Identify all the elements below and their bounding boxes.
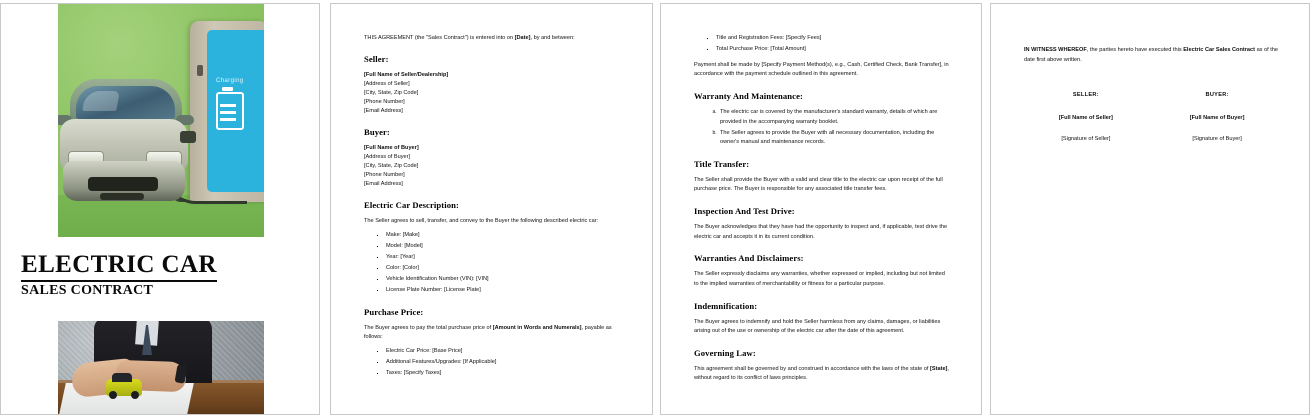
list-item: ▪ Model: [Model] — [386, 242, 622, 252]
seller-details-block — [364, 71, 622, 116]
governing-text-b: , without regard to its conflict of laws principles. — [694, 365, 949, 382]
seller-phone: [Phone Number] — [364, 98, 405, 105]
buyer-email: [Email Address] — [364, 181, 403, 188]
battery-level-bar — [220, 118, 236, 121]
signature-grid — [1024, 92, 1279, 142]
seller-printed-name: [Full Name of Seller] — [1058, 114, 1113, 121]
list-item: ▪ License Plate Number: [License Plate] — [386, 286, 622, 296]
list-item: ▪ Color: [Color] — [386, 264, 622, 274]
list-item: a. The electric car is covered by the manufacturer's standard warranty, details of which are provided in the accompanying warranty booklet. — [718, 108, 951, 127]
list-item: ▪ Total Purchase Price: [Total Amount] — [716, 45, 951, 55]
contract-signing-image — [58, 321, 264, 415]
inspection-test-drive-heading: Inspection And Test Drive: — [694, 206, 795, 217]
buyer-details-block — [364, 144, 622, 189]
list-item: ▪ Electric Car Price: [Base Price] — [386, 347, 622, 357]
seller-city-state-zip: [City, State, Zip Code] — [364, 89, 419, 96]
page-title: ELECTRIC CAR — [21, 252, 217, 282]
document-page-3[interactable] — [660, 3, 982, 415]
list-item: ▪ Vehicle Identification Number (VIN): [VIN] — [386, 275, 622, 285]
electric-car-illustration — [60, 79, 188, 205]
document-page-1-cover[interactable] — [0, 3, 320, 415]
document-page-4-signatures[interactable] — [990, 3, 1310, 415]
title-transfer-paragraph: The Seller shall provide the Buyer with a valid and clear title to the electric car upon receipt of the full purchase price. The Buyer is responsible for any associated title transfer fees. — [694, 176, 943, 193]
agreement-intro-text: THIS AGREEMENT (the "Sales Contract") is entered into on — [364, 35, 515, 41]
seller-address: [Address of Seller] — [364, 80, 410, 87]
battery-level-bar — [220, 104, 236, 107]
purchase-price-list — [364, 347, 622, 379]
seller-email: [Email Address] — [364, 107, 403, 114]
seller-heading: Seller: — [364, 53, 389, 64]
charger-button — [197, 65, 203, 76]
governing-state-placeholder: [State] — [930, 365, 948, 372]
fee-items-list — [694, 34, 951, 55]
car-grille — [88, 177, 158, 191]
buyer-phone: [Phone Number] — [364, 171, 405, 178]
witness-paragraph — [1024, 46, 1279, 66]
witness-text-b: as of the date first above written. — [1024, 47, 1279, 63]
buyer-role-label: BUYER: — [1205, 91, 1229, 98]
seller-role-label: SELLER: — [1072, 91, 1099, 98]
list-item: ▪ Year: [Year] — [386, 253, 622, 263]
car-lower-grille — [100, 193, 144, 200]
list-item: ▪ Taxes: [Specify Taxes] — [386, 369, 622, 379]
price-intro-b: , payable as follows: — [364, 324, 612, 341]
governing-law-paragraph — [694, 365, 951, 384]
seller-name: [Full Name of Seller/Dealership] — [364, 71, 449, 78]
battery-cap-icon — [222, 87, 233, 91]
agreement-intro-paragraph — [364, 34, 622, 44]
battery-level-bar — [220, 111, 236, 114]
list-item: ▪ Make: [Make] — [386, 231, 622, 241]
agreement-date-placeholder: [Date] — [514, 35, 531, 41]
governing-text-a: This agreement shall be governed by and construed in accordance with the laws of the state of — [694, 365, 931, 372]
list-item: ▪ Additional Features/Upgrades: [If Applicable] — [386, 358, 622, 368]
car-description-list — [364, 231, 622, 296]
purchase-price-intro — [364, 324, 622, 343]
warranties-disclaimers-heading: Warranties And Disclaimers: — [694, 253, 804, 264]
payment-method-paragraph: Payment shall be made by [Specify Payment Method(s), e.g., Cash, Certified Check, Bank Transfer], in accordance with the payment schedule outlined in this agreement. — [694, 61, 949, 78]
price-amount-placeholder: [Amount in Words and Numerals] — [492, 324, 582, 331]
inspection-paragraph: The Buyer acknowledges that they have had the opportunity to inspect and, if applicable, test drive the electric car and accepts it in its current condition. — [694, 224, 948, 240]
buyer-heading: Buyer: — [364, 126, 390, 137]
buyer-signature-line[interactable]: [Signature of Buyer] — [1192, 135, 1242, 142]
electric-car-charging-image — [58, 3, 264, 237]
agreement-intro-tail: , by and between: — [530, 35, 575, 41]
page-subtitle: SALES CONTRACT — [21, 283, 154, 298]
warranty-maintenance-heading: Warranty And Maintenance: — [694, 90, 803, 101]
yellow-toy-car — [106, 379, 142, 396]
toy-car-wheel-left — [109, 391, 117, 399]
car-charging-port — [180, 131, 196, 143]
document-page-2[interactable] — [330, 3, 653, 415]
title-transfer-heading: Title Transfer: — [694, 158, 750, 169]
cover-inner — [1, 4, 319, 414]
car-windshield — [76, 86, 175, 119]
description-intro: The Seller agrees to sell, transfer, and convey to the Buyer the following described electric car: — [364, 218, 599, 225]
indemnification-paragraph: The Buyer agrees to indemnify and hold the Seller harmless from any claims, damages, or liabilities arising out of the use or ownership of the electric car after the date of this agreement. — [694, 318, 941, 335]
price-intro-a: The Buyer agrees to pay the total purchase price of — [364, 324, 493, 331]
warranty-list — [694, 108, 951, 148]
buyer-printed-name: [Full Name of Buyer] — [1189, 114, 1245, 121]
list-item: ▪ Title and Registration Fees: [Specify Fees] — [716, 34, 951, 44]
witness-text-a: , the parties hereto have executed this — [1086, 47, 1184, 53]
seller-signature-line[interactable]: [Signature of Seller] — [1061, 135, 1111, 142]
charger-screen-label: Charging — [216, 78, 244, 84]
governing-law-heading: Governing Law: — [694, 347, 756, 358]
witness-lead-bold: IN WITNESS WHEREOF — [1024, 47, 1087, 53]
electric-car-description-heading: Electric Car Description: — [364, 200, 459, 211]
warranties-paragraph: The Seller expressly disclaims any warranties, whether expressed or implied, including but not limited to the implied warranties of merchantability or fitness for a particular purpose. — [694, 271, 945, 287]
indemnification-heading: Indemnification: — [694, 300, 758, 311]
buyer-city-state-zip: [City, State, Zip Code] — [364, 162, 419, 169]
buyer-address: [Address of Buyer] — [364, 153, 411, 160]
contract-name-bold: Electric Car Sales Contract — [1183, 47, 1256, 53]
buyer-name: [Full Name of Buyer] — [364, 144, 419, 151]
buyer-signature-column — [1161, 92, 1273, 142]
purchase-price-heading: Purchase Price: — [364, 306, 424, 317]
list-item: b. The Seller agrees to provide the Buyer with all necessary documentation, including the owner's manual and maintenance records. — [718, 129, 951, 148]
seller-signature-column — [1030, 92, 1142, 142]
toy-car-wheel-right — [131, 391, 139, 399]
